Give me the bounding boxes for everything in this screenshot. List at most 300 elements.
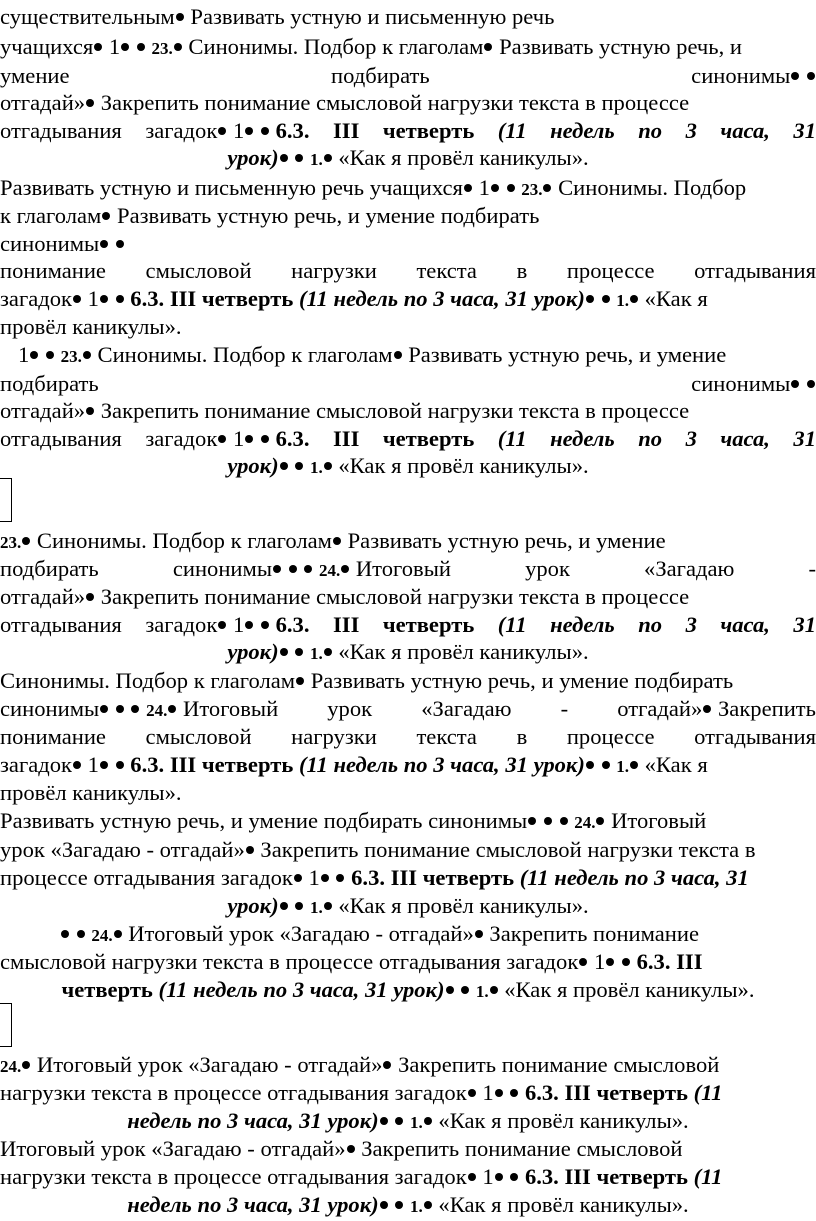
text-run: Развивать устную речь, и — [493, 34, 742, 59]
text-run: нагрузки текста в процессе отгадывания загадок — [0, 1080, 467, 1105]
page-break-marker — [0, 478, 12, 522]
text-run — [109, 752, 115, 777]
word — [694, 257, 816, 285]
bullet-dot-icon — [791, 72, 799, 80]
word — [146, 723, 252, 751]
word — [694, 723, 816, 751]
text-line — [0, 695, 816, 723]
text-line — [0, 313, 816, 341]
text-run: Синонимы. Подбор к глаголам — [31, 528, 332, 553]
text-run: Закрепить — [712, 696, 816, 721]
bullet-dot-icon — [630, 295, 638, 303]
text-run: синонимы — [172, 556, 272, 581]
text-line — [0, 202, 816, 230]
text-line — [0, 33, 816, 61]
word — [617, 695, 816, 723]
text-run — [289, 893, 295, 918]
bullet-dot-icon — [394, 351, 402, 359]
text-run — [70, 921, 76, 946]
text-run: (11 недель по 3 часа, 31 урок) — [298, 752, 585, 777]
text-line — [0, 285, 816, 313]
text-run: 24. — [318, 561, 341, 580]
text-run: Синонимы. Подбор к глаголам — [0, 668, 296, 693]
text-line — [0, 1191, 816, 1219]
text-run — [289, 639, 295, 664]
text-run: «Как я провёл каникулы». — [332, 145, 589, 170]
word — [638, 611, 662, 639]
word — [517, 723, 528, 751]
text-run: 24. — [0, 1057, 22, 1076]
word — [383, 425, 474, 453]
text-line — [0, 1107, 816, 1135]
text-run: загадок — [145, 612, 218, 637]
text-line — [0, 1163, 816, 1191]
text-run: «Как я провёл каникулы». — [498, 977, 755, 1002]
text-run: 6.3. III — [636, 949, 703, 974]
text-run: 1 — [472, 175, 490, 200]
text-line — [0, 62, 816, 90]
text-run: Закрепить понимание смысловой — [355, 1136, 683, 1161]
text-run: отгадай» — [0, 398, 86, 423]
bullet-dot-icon — [22, 537, 30, 545]
text-run: 1. — [616, 757, 629, 776]
text-line — [0, 555, 816, 583]
text-run: III — [332, 118, 360, 143]
text-run: текста — [416, 258, 477, 283]
text-run: загадок — [145, 426, 218, 451]
text-run: 1. — [309, 644, 323, 663]
text-run: «Как я провёл каникулы». — [332, 893, 589, 918]
text-run: учащихся — [0, 34, 94, 59]
word — [793, 117, 816, 145]
bullet-dot-icon — [324, 462, 332, 470]
word — [793, 425, 816, 453]
text-run — [125, 696, 131, 721]
text-run: (11 недель по 3 часа, 31 урок) — [298, 286, 585, 311]
word — [691, 62, 816, 90]
text-run: Итоговый урок «Загадаю - отгадай» — [0, 1136, 346, 1161]
bullet-dot-icon — [703, 705, 711, 713]
text-run: Закрепить понимание смысловой нагрузки текста в — [254, 837, 756, 862]
text-line — [0, 370, 816, 398]
text-run: 23. — [60, 347, 82, 366]
bullet-dot-icon — [395, 1117, 403, 1125]
text-run: «Как я провёл каникулы». — [332, 453, 589, 478]
bullet-dot-icon — [491, 184, 499, 192]
text-run: «Как я провёл каникулы». — [332, 639, 589, 664]
text-run: загадок — [145, 118, 218, 143]
word — [793, 611, 816, 639]
word — [421, 695, 511, 723]
text-run: в — [516, 724, 528, 749]
word — [686, 425, 697, 453]
text-run — [39, 342, 45, 367]
text-line — [0, 1079, 816, 1107]
text-run: отгадывания — [0, 612, 122, 637]
bullet-dot-icon — [289, 565, 297, 573]
bullet-dot-icon — [280, 902, 288, 910]
text-run — [504, 1164, 510, 1189]
text-run: 24. — [91, 926, 113, 945]
text-run: 1 — [227, 118, 245, 143]
word — [550, 117, 615, 145]
bullet-dot-icon — [606, 958, 614, 966]
text-run: процессе отгадывания загадок — [0, 865, 293, 890]
word — [561, 695, 569, 723]
text-line — [0, 583, 816, 611]
text-line — [0, 611, 816, 639]
text-run: Закрепить понимание смысловой нагрузки текста в процессе — [95, 90, 690, 115]
text-line — [0, 230, 816, 258]
word — [145, 425, 309, 453]
bullet-dot-icon — [121, 43, 129, 51]
bullet-dot-icon — [622, 958, 630, 966]
bullet-dot-icon — [468, 1173, 476, 1181]
text-run: 6.3. III четверть — [524, 1080, 688, 1105]
bullet-dot-icon — [116, 295, 124, 303]
text-run: Развивать устную речь, и умение подбирать — [111, 203, 540, 228]
bullet-dot-icon — [380, 1201, 388, 1209]
text-run: провёл каникулы». — [0, 314, 182, 339]
text-run — [389, 1108, 395, 1133]
text-run: отгадывания — [0, 118, 122, 143]
text-run: урок) — [227, 893, 279, 918]
text-run — [130, 34, 136, 59]
text-run: в — [516, 258, 528, 283]
text-line — [0, 425, 816, 453]
word — [498, 425, 527, 453]
text-run: по — [638, 426, 663, 451]
bullet-dot-icon — [261, 621, 269, 629]
text-line — [0, 892, 816, 920]
text-run: часа, — [720, 612, 770, 637]
bullet-dot-icon — [296, 677, 304, 685]
bullet-dot-icon — [336, 874, 344, 882]
text-run — [289, 453, 295, 478]
bullet-dot-icon — [114, 930, 122, 938]
bullet-dot-icon — [324, 648, 332, 656]
text-run: недель — [550, 426, 615, 451]
text-run: Итоговый — [350, 556, 451, 581]
text-run — [109, 231, 115, 256]
text-run: «Как я — [638, 752, 708, 777]
text-run: по — [638, 118, 663, 143]
text-run: 1 — [588, 949, 606, 974]
bullet-dot-icon — [383, 1061, 391, 1069]
text-run: урок) — [227, 453, 279, 478]
word — [333, 425, 359, 453]
word — [0, 723, 106, 751]
text-run: отгадай» — [617, 696, 703, 721]
bullet-dot-icon — [245, 621, 253, 629]
text-run: «Как я провёл каникулы». — [432, 1108, 689, 1133]
text-run — [254, 426, 260, 451]
bullet-dot-icon — [261, 127, 269, 135]
bullet-dot-icon — [100, 705, 108, 713]
text-run — [537, 808, 543, 833]
bullet-dot-icon — [273, 565, 281, 573]
text-run: 23. — [151, 39, 173, 58]
bullet-dot-icon — [602, 761, 610, 769]
text-run — [500, 175, 506, 200]
bullet-dot-icon — [395, 1201, 403, 1209]
text-run: 6.3. — [275, 612, 310, 637]
bullet-dot-icon — [424, 1201, 432, 1209]
bullet-dot-icon — [321, 874, 329, 882]
word — [638, 425, 662, 453]
text-line — [0, 1051, 816, 1079]
bullet-dot-icon — [137, 43, 145, 51]
page-break-marker — [0, 1003, 12, 1047]
text-run: провёл каникулы». — [0, 780, 182, 805]
text-line — [0, 341, 816, 369]
text-run: 1. — [309, 898, 323, 917]
text-run: 1. — [475, 982, 489, 1001]
text-run: Развивать устную речь, и умение подбирать — [305, 668, 734, 693]
text-run: недель по 3 часа, 31 урок) — [127, 1192, 379, 1217]
bullet-dot-icon — [73, 761, 81, 769]
word — [517, 257, 528, 285]
bullet-dot-icon — [245, 435, 253, 443]
text-run: отгадывания — [0, 426, 122, 451]
word — [291, 257, 377, 285]
text-run: отгадай» — [0, 90, 86, 115]
text-run: четверть — [61, 977, 153, 1002]
bullet-dot-icon — [464, 184, 472, 192]
bullet-dot-icon — [295, 648, 303, 656]
bullet-dot-icon — [295, 462, 303, 470]
bullet-dot-icon — [30, 351, 38, 359]
text-run: (11 — [693, 1080, 723, 1105]
text-run: 1. — [309, 458, 323, 477]
word — [720, 425, 770, 453]
word — [808, 555, 816, 583]
word — [145, 611, 309, 639]
word — [691, 370, 816, 398]
text-run: 6.3. III четверть — [130, 286, 294, 311]
bullet-dot-icon — [246, 846, 254, 854]
text-run: урок — [327, 696, 373, 721]
bullet-dot-icon — [86, 99, 94, 107]
word — [416, 257, 477, 285]
text-run: 6.3. III четверть — [524, 1164, 688, 1189]
text-line — [0, 452, 816, 480]
text-run: нагрузки — [291, 724, 377, 749]
text-run — [254, 612, 260, 637]
bullet-dot-icon — [61, 930, 69, 938]
text-run: часа, — [720, 426, 770, 451]
bullet-dot-icon — [295, 154, 303, 162]
bullet-dot-icon — [86, 593, 94, 601]
text-run: 1 — [302, 865, 320, 890]
text-run: недель по 3 часа, 31 урок) — [127, 1108, 379, 1133]
text-run: (11 недель по 3 часа, 31 урок) — [158, 977, 445, 1002]
bullet-dot-icon — [168, 705, 176, 713]
text-run: (11 — [693, 1164, 723, 1189]
text-run: недель — [550, 612, 615, 637]
bullet-dot-icon — [22, 1061, 30, 1069]
bullet-dot-icon — [73, 295, 81, 303]
text-run: 23. — [0, 533, 22, 552]
text-run: 3 — [685, 118, 697, 143]
text-run: нагрузки — [291, 258, 377, 283]
text-run: понимание — [0, 258, 106, 283]
bullet-dot-icon — [245, 127, 253, 135]
text-run: 1 — [82, 286, 99, 311]
bullet-dot-icon — [484, 43, 492, 51]
word — [331, 62, 430, 90]
bullet-dot-icon — [630, 761, 638, 769]
text-run: Синонимы. Подбор к глаголам — [91, 342, 393, 367]
word — [686, 611, 697, 639]
text-run: «Загадаю — [644, 556, 735, 581]
text-run: 1 — [103, 34, 121, 59]
text-run: Развивать устную и письменную речь — [184, 4, 555, 29]
text-run: (11 — [497, 426, 527, 451]
word — [720, 117, 770, 145]
text-run: 1. — [616, 291, 629, 310]
bullet-dot-icon — [446, 986, 454, 994]
text-run: синонимы — [0, 696, 100, 721]
word — [291, 723, 377, 751]
bullet-dot-icon — [46, 351, 54, 359]
text-run: (11 — [497, 612, 527, 637]
text-run: Развивать устную речь, и умение подбирать синонимы — [0, 808, 528, 833]
bullet-dot-icon — [94, 43, 102, 51]
text-run: недель — [550, 118, 615, 143]
word — [720, 611, 770, 639]
word — [146, 257, 252, 285]
text-run: отгадывания — [694, 258, 816, 283]
bullet-dot-icon — [100, 240, 108, 248]
text-run: 3 — [685, 612, 697, 637]
text-run: Развивать устную речь, и умение — [402, 342, 727, 367]
text-run: «Как я провёл каникулы». — [432, 1192, 689, 1217]
bullet-dot-icon — [579, 958, 587, 966]
word — [567, 723, 655, 751]
bullet-dot-icon — [380, 1117, 388, 1125]
text-run: 1. — [410, 1197, 423, 1216]
text-line — [0, 89, 816, 117]
text-run: часа, — [720, 118, 770, 143]
text-run — [615, 949, 621, 974]
word — [498, 611, 527, 639]
text-run: 6.3. — [275, 426, 310, 451]
bullet-dot-icon — [218, 621, 226, 629]
text-line — [0, 527, 816, 555]
text-run: синонимы — [691, 371, 791, 396]
word — [333, 611, 359, 639]
bullet-dot-icon — [116, 761, 124, 769]
text-run — [800, 371, 806, 396]
text-run: (11 недель по 3 часа, 31 — [519, 865, 749, 890]
bullet-dot-icon — [83, 351, 91, 359]
text-run — [254, 118, 260, 143]
bullet-dot-icon — [280, 154, 288, 162]
text-run: синонимы — [0, 231, 100, 256]
bullet-dot-icon — [543, 184, 551, 192]
text-run: текста — [416, 724, 477, 749]
text-run: 6.3. III четверть — [130, 752, 294, 777]
bullet-dot-icon — [424, 1117, 432, 1125]
text-line — [0, 3, 816, 31]
text-run — [298, 556, 304, 581]
text-run: синонимы — [691, 63, 791, 88]
text-run — [553, 808, 559, 833]
text-run: 1 — [476, 1080, 494, 1105]
bullet-dot-icon — [461, 986, 469, 994]
text-run: нагрузки текста в процессе отгадывания загадок — [0, 1164, 467, 1189]
text-run — [595, 286, 601, 311]
text-run: загадок — [0, 286, 73, 311]
text-run — [455, 977, 461, 1002]
bullet-dot-icon — [324, 902, 332, 910]
text-run: по — [638, 612, 663, 637]
bullet-dot-icon — [347, 1145, 355, 1153]
text-line — [0, 397, 816, 425]
bullet-dot-icon — [341, 565, 349, 573]
text-run: 1 — [18, 342, 30, 367]
text-run: Развивать устную и письменную речь учащихся — [0, 175, 463, 200]
bullet-dot-icon — [261, 435, 269, 443]
bullet-dot-icon — [218, 435, 226, 443]
word — [525, 555, 570, 583]
bullet-dot-icon — [280, 462, 288, 470]
word — [0, 611, 122, 639]
text-run: отгадывания — [694, 724, 816, 749]
text-run — [330, 865, 336, 890]
text-run: понимание — [0, 724, 106, 749]
text-run: смысловой — [145, 724, 252, 749]
word — [550, 425, 615, 453]
text-run: урок) — [227, 639, 279, 664]
text-run: подбирать — [0, 371, 99, 396]
text-run: урок «Загадаю - отгадай» — [0, 837, 245, 862]
bullet-dot-icon — [507, 184, 515, 192]
bullet-dot-icon — [174, 43, 182, 51]
text-run — [595, 752, 601, 777]
text-line — [0, 864, 816, 892]
text-run: отгадай» — [0, 584, 86, 609]
word — [686, 117, 697, 145]
word — [0, 370, 99, 398]
text-run: - — [560, 696, 569, 721]
bullet-dot-icon — [510, 1173, 518, 1181]
word — [0, 695, 278, 723]
text-run: 6.3. III четверть — [351, 865, 515, 890]
bullet-dot-icon — [495, 1089, 503, 1097]
bullet-dot-icon — [77, 930, 85, 938]
text-line — [0, 667, 816, 695]
text-line — [0, 117, 816, 145]
word — [145, 117, 309, 145]
text-run: 1 — [227, 426, 245, 451]
bullet-dot-icon — [468, 1089, 476, 1097]
text-run: 6.3. — [275, 118, 310, 143]
text-run: смысловой — [145, 258, 252, 283]
word — [416, 723, 477, 751]
text-run: Синонимы. Подбор к глаголам — [182, 34, 484, 59]
text-run: загадок — [0, 752, 73, 777]
text-run: 31 — [793, 426, 816, 451]
bullet-dot-icon — [295, 902, 303, 910]
text-line — [0, 257, 816, 285]
text-run: Синонимы. Подбор — [552, 175, 747, 200]
bullet-dot-icon — [596, 817, 604, 825]
text-line — [0, 1135, 816, 1163]
text-run: 1. — [410, 1113, 423, 1132]
bullet-dot-icon — [100, 761, 108, 769]
